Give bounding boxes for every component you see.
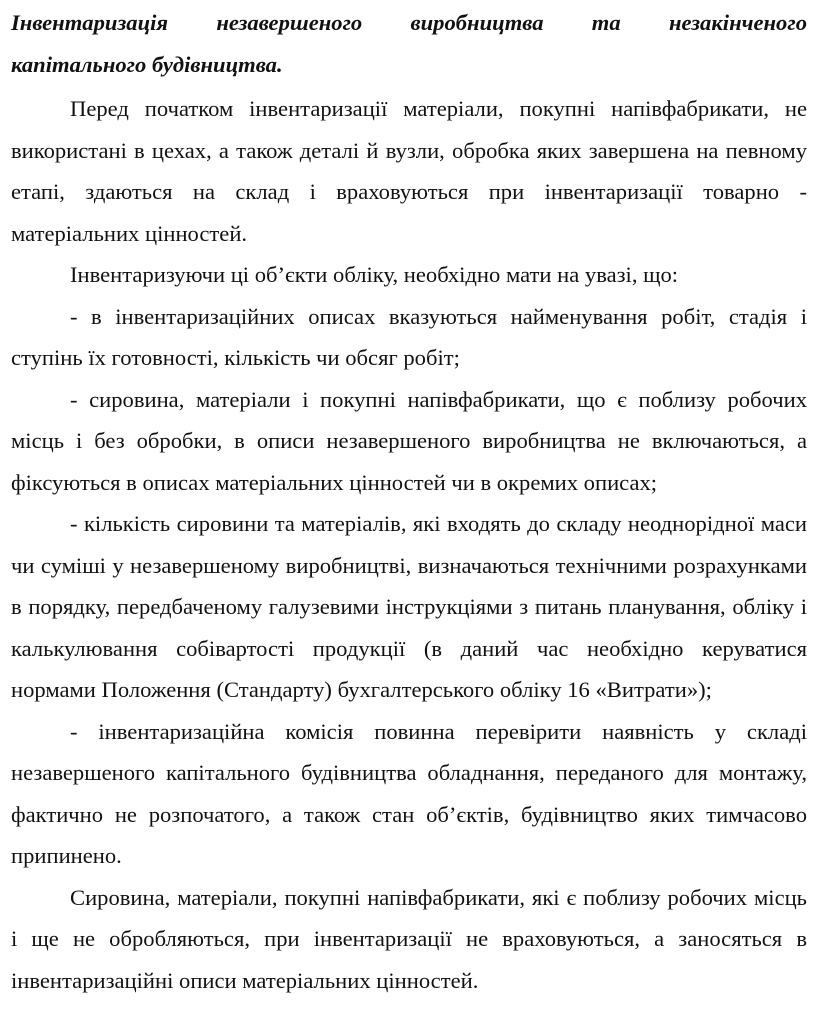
list-item-raw-materials: - сировина, матеріали і покупні напівфабрикати, що є поблизу робочих місць і без обробки, в описи незавершеного виробництва не включаються, а фіксуються в описах матеріальних цінностей чи в окремих описах;	[11, 386, 807, 495]
paragraph-lead-in: Інвентаризуючи ці об’єкти обліку, необхідно мати на увазі, що:	[70, 262, 679, 287]
heading-line-2: капітального будівництва.	[11, 51, 283, 77]
list-item-mixture-quantity: - кількість сировини та матеріалів, які входять до складу неоднорідної маси чи суміші у незавершеному виробництві, визначаються технічними розрахунками в порядку, передбаченому галузевими інструкціями з питань планування, обліку і калькулювання собівартості продукції (в даний час необхідно керуватися нормами Положення (Стандарту) бухгалтерського обліку 16 «Витрати»);	[11, 511, 807, 702]
heading-line-1: Інвентаризація незавершеного виробництва та незакінченого	[11, 10, 807, 35]
document-page	[11, 0, 807, 1001]
section-heading	[11, 0, 807, 85]
paragraph-intro: Перед початком інвентаризації матеріали, покупні напівфабрикати, не використані в цехах, а також деталі й вузли, обробка яких завершена на певному етапі, здаються на склад і враховуються при інвентаризації товарно - матеріальних цінностей.	[11, 96, 807, 246]
list-item-commission-check: - інвентаризаційна комісія повинна перевірити наявність у складі незавершеного капітального будівництва обладнання, переданого для монтажу, фактично не розпочатого, а також стан об’єктів, будівництво яких тимчасово припинено.	[11, 718, 807, 868]
list-item-work-stage: - в інвентаризаційних описах вказуються найменування робіт, стадія і ступінь їх готовності, кількість чи обсяг робіт;	[11, 303, 807, 370]
paragraph-conclusion: Сировина, матеріали, покупні напівфабрикати, які є поблизу робочих місць і ще не обробляються, при інвентаризації не враховуються, а заносяться в інвентаризаційні описи матеріальних цінностей.	[11, 884, 807, 993]
